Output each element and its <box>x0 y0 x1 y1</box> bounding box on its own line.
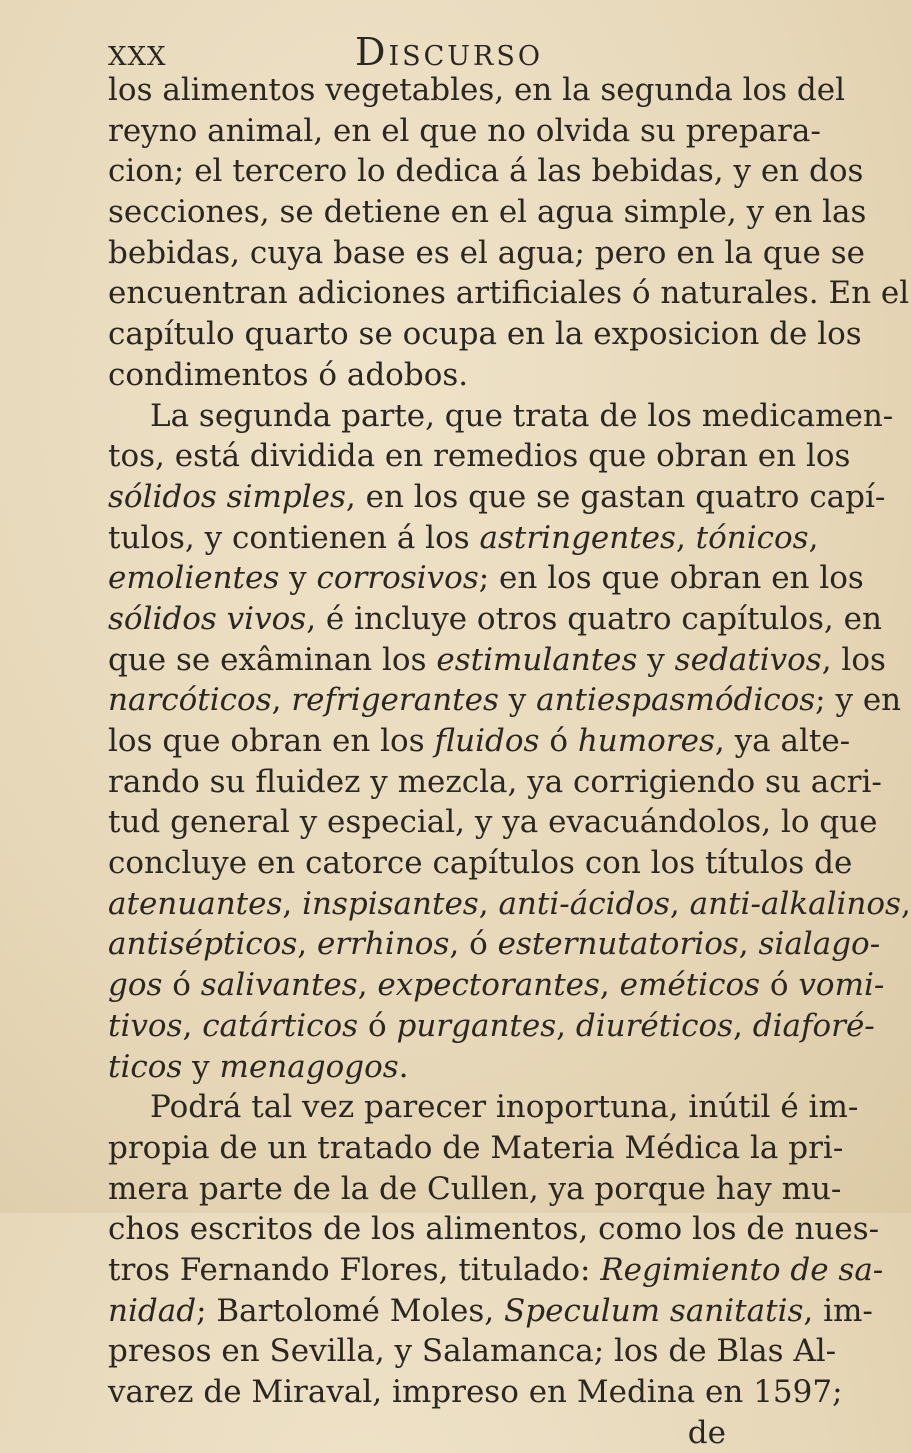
text-line: concluye en catorce capítulos con los títulos de <box>108 845 853 882</box>
text-line: chos escritos de los alimentos, como los de nues- <box>108 1211 880 1248</box>
text-line: capítulo quarto se ocupa en la exposicion de los <box>108 316 862 353</box>
text-line: sólidos vivos, é incluye otros quatro capítulos, en <box>108 600 882 637</box>
text-line: encuentran adiciones artificiales ó naturales. En el <box>108 275 910 312</box>
text-line: secciones, se detiene en el agua simple, y en las <box>108 194 867 231</box>
text-line: bebidas, cuya base es el agua; pero en la que se <box>108 234 866 271</box>
text-line: tud general y especial, y ya evacuándolos, lo que <box>108 804 878 841</box>
text-line: sólidos simples, en los que se gastan quatro capí- <box>108 478 886 515</box>
text-line: La segunda parte, que trata de los medicamen- <box>150 397 894 434</box>
page-number: XXX <box>108 42 167 72</box>
text-line: que se exâminan los estimulantes y sedativos, los <box>108 641 886 678</box>
text-line: cion; el tercero lo dedica á las bebidas, y en dos <box>108 153 864 190</box>
text-line: emolientes y corrosivos; en los que obran en los <box>108 560 864 597</box>
text-line: condimentos ó adobos. <box>108 356 469 393</box>
running-title: Discurso <box>355 30 544 74</box>
text-line: nidad; Bartolomé Moles, Speculum sanitatis, im- <box>108 1292 873 1329</box>
text-line: antisépticos, errhinos, ó esternutatorios, sialago- <box>108 926 881 963</box>
text-line: mera parte de la de Cullen, ya porque hay mu- <box>108 1170 842 1207</box>
running-head <box>0 30 800 74</box>
text-line: tos, está dividida en remedios que obran en los <box>108 438 851 475</box>
catchword: de <box>687 1414 726 1451</box>
text-line: reyno animal, en el que no olvida su prepara- <box>108 112 821 149</box>
text-line: tulos, y contienen á los astringentes, tónicos, <box>108 519 819 556</box>
text-line: tivos, catárticos ó purgantes, diuréticos, diaforé- <box>108 1007 875 1044</box>
text-line: rando su fluidez y mezcla, ya corrigiendo su acri- <box>108 763 882 800</box>
text-line: tros Fernando Flores, titulado: Regimiento de sa- <box>108 1251 884 1288</box>
text-line: gos ó salivantes, expectorantes, eméticos ó vomi- <box>108 967 885 1004</box>
body-text <box>108 70 911 1453</box>
text-line: atenuantes, inspisantes, anti-ácidos, anti-alkalinos, <box>108 885 911 922</box>
text-line: los que obran en los fluidos ó humores, ya alte- <box>108 723 851 759</box>
text-line: los alimentos vegetables, en la segunda los del <box>108 72 846 108</box>
text-line: Podrá tal vez parecer inoportuna, inútil é im- <box>150 1089 859 1126</box>
text-line: presos en Sevilla, y Salamanca; los de Blas Al- <box>108 1333 837 1370</box>
text-line: propia de un tratado de Materia Médica la pri- <box>108 1129 844 1166</box>
text-line: ticos y menagogos. <box>108 1048 409 1085</box>
text-line: varez de Miraval, impreso en Medina en 1597; <box>108 1374 843 1410</box>
text-line: narcóticos, refrigerantes y antiespasmódicos; y en <box>108 682 902 719</box>
